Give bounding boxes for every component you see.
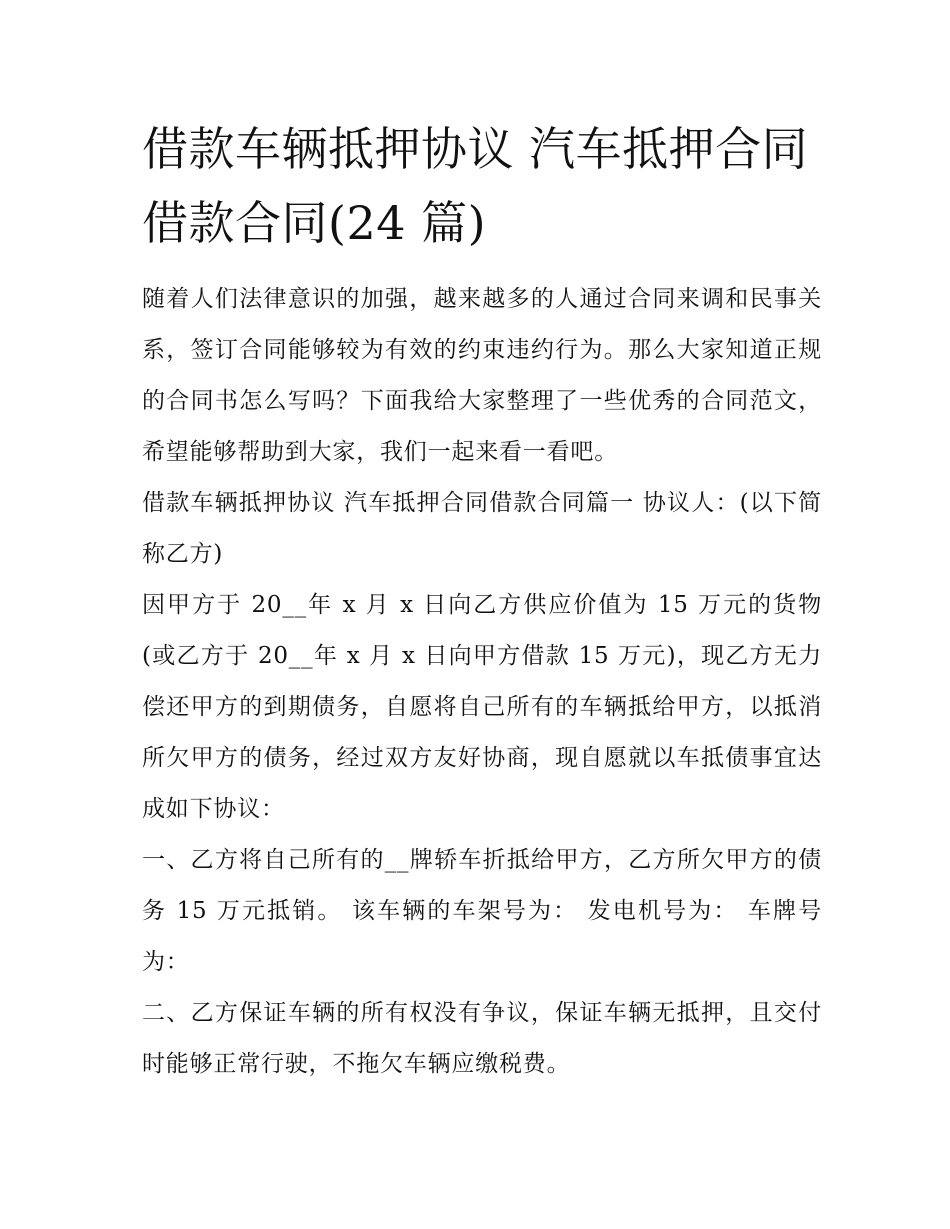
paragraph-background: 因甲方于 20__年 x 月 x 日向乙方供应价值为 15 万元的货物(或乙方于 20__年 x 月 x 日向甲方借款 15 万元)，现乙方无力偿还甲方的到期债务，自愿将自己所有的车辆抵给甲方，以抵消所欠甲方的债务，经过双方友好协商，现自愿就以车抵债事宜达成如下协议： bbox=[142, 592, 822, 822]
paragraph-clause-1: 一、乙方将自己所有的__牌轿车折抵给甲方，乙方所欠甲方的债务 15 万元抵销。 该车辆的车架号为： 发电机号为： 车牌号为： bbox=[142, 847, 822, 975]
paragraph-intro: 随着人们法律意识的加强，越来越多的人通过合同来调和民事关系，签订合同能够较为有效的约束违约行为。那么大家知道正规的合同书怎么写吗？下面我给大家整理了一些优秀的合同范文，希望能够帮助到大家，我们一起来看一看吧。 bbox=[142, 286, 822, 465]
document-body bbox=[142, 274, 822, 1090]
document-title: 借款车辆抵押协议 汽车抵押合同借款合同(24 篇) bbox=[142, 122, 809, 250]
paragraph-heading-party: 借款车辆抵押协议 汽车抵押合同借款合同篇一 协议人：(以下简称乙方) bbox=[142, 490, 822, 567]
paragraph-clause-2: 二、乙方保证车辆的所有权没有争议，保证车辆无抵押，且交付时能够正常行驶，不拖欠车辆应缴税费。 bbox=[142, 1000, 822, 1077]
document-page bbox=[142, 112, 822, 1090]
